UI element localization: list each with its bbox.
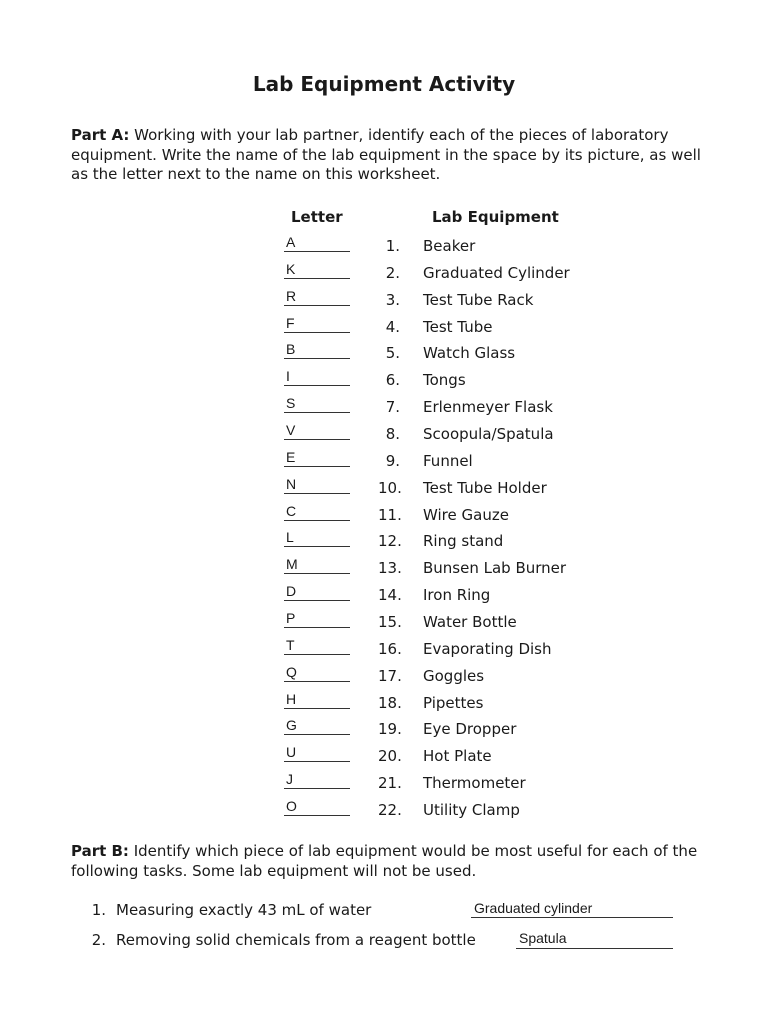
task-item [0, 931, 768, 961]
item-number: 4. [385, 317, 400, 336]
part-b-text: Identify which piece of lab equipment would be most useful for each of the following tasks. Some lab equipment will not be used. [71, 842, 698, 880]
answer-blank-line [284, 305, 350, 306]
task-answer[interactable]: Spatula [519, 930, 567, 946]
item-number: 15. [378, 612, 402, 631]
equipment-name: Funnel [423, 451, 473, 470]
item-number: 12. [378, 532, 402, 551]
answer-blank-line [284, 332, 350, 333]
equipment-name: Thermometer [423, 774, 526, 792]
letter-answer[interactable]: N [286, 475, 297, 492]
equipment-name: Bunsen Lab Burner [423, 559, 567, 578]
equipment-row [0, 477, 768, 504]
answer-blank-line [284, 815, 350, 816]
equipment-name: Scoopula/Spatula [423, 425, 554, 443]
equipment-name: Test Tube [423, 317, 493, 336]
equipment-name: Pipettes [423, 693, 484, 712]
letter-answer[interactable]: P [286, 609, 296, 626]
equipment-row [0, 692, 768, 719]
equipment-name: Test Tube Holder [423, 478, 547, 497]
item-number: 7. [385, 398, 400, 417]
answer-blank-line [284, 681, 350, 682]
equipment-name: Tongs [423, 371, 466, 390]
task-number: 2. [91, 931, 106, 949]
part-a-label: Part A: [71, 126, 130, 144]
equipment-row [0, 584, 768, 611]
answer-blank-line [284, 358, 350, 359]
equipment-name: Water Bottle [423, 612, 517, 631]
task-item [0, 901, 768, 931]
part-a-instructions [71, 126, 711, 185]
answer-blank-line [284, 520, 350, 521]
answer-blank-line [284, 439, 350, 440]
task-number: 1. [91, 901, 106, 919]
item-number: 20. [378, 747, 402, 766]
task-answer[interactable]: Graduated cylinder [474, 900, 593, 916]
answer-line [516, 948, 673, 949]
equipment-row [0, 396, 768, 423]
equipment-name: Evaporating Dish [423, 639, 552, 658]
item-number: 17. [378, 666, 402, 685]
answer-blank-line [284, 412, 350, 413]
letter-answer[interactable]: E [286, 448, 296, 465]
item-number: 9. [385, 451, 400, 470]
answer-blank-line [284, 573, 350, 574]
equipment-name: Erlenmeyer Flask [423, 398, 553, 417]
answer-blank-line [284, 493, 350, 494]
letter-answer[interactable]: L [286, 529, 294, 546]
part-b-instructions [71, 842, 711, 881]
equipment-name: Hot Plate [423, 747, 492, 766]
answer-blank-line [284, 654, 350, 655]
item-number: 16. [378, 639, 402, 658]
part-b-label: Part B: [71, 842, 129, 860]
item-number: 19. [378, 720, 402, 739]
equipment-name: Graduated Cylinder [423, 263, 570, 282]
equipment-row [0, 316, 768, 343]
answer-blank-line [284, 546, 350, 547]
part-a-text: Working with your lab partner, identify each of the pieces of laboratory equipment. Write the name of the lab equipment in the space by its picture, as well as the letter next to the name on this worksheet. [71, 126, 701, 183]
equipment-row [0, 450, 768, 477]
equipment-name: Wire Gauze [423, 505, 509, 524]
equipment-row [0, 611, 768, 638]
answer-blank-line [284, 788, 350, 789]
equipment-name: Beaker [423, 237, 476, 255]
letter-answer[interactable]: T [286, 636, 295, 653]
equipment-name: Test Tube Rack [423, 290, 534, 309]
item-number: 18. [378, 693, 402, 712]
item-number: 2. [385, 263, 400, 282]
letter-answer[interactable]: D [286, 583, 297, 599]
equipment-name: Ring stand [423, 532, 504, 551]
item-number: 3. [385, 290, 400, 309]
equipment-name: Iron Ring [423, 586, 491, 604]
letter-answer[interactable]: R [286, 287, 297, 304]
task-text: Measuring exactly 43 mL of water [116, 901, 372, 919]
equipment-row [0, 799, 768, 826]
letter-answer[interactable]: J [286, 771, 293, 787]
item-number: 6. [385, 371, 400, 390]
letter-answer[interactable]: Q [286, 663, 297, 680]
item-number: 8. [385, 425, 400, 443]
equipment-row [0, 665, 768, 692]
answer-blank-line [284, 627, 350, 628]
equipment-row [0, 423, 768, 450]
letter-answer[interactable]: A [286, 234, 296, 250]
letter-answer[interactable]: I [286, 368, 290, 385]
item-number: 10. [378, 478, 402, 497]
letter-answer[interactable]: C [286, 502, 297, 519]
item-number: 5. [385, 344, 400, 363]
item-number: 1. [385, 237, 400, 255]
item-number: 21. [378, 774, 402, 792]
letter-answer[interactable]: B [286, 341, 296, 358]
letter-answer[interactable]: O [286, 797, 297, 814]
equipment-column-header: Lab Equipment [432, 208, 559, 226]
task-text: Removing solid chemicals from a reagent bottle [116, 931, 476, 949]
equipment-row [0, 369, 768, 396]
letter-answer[interactable]: S [286, 395, 296, 412]
answer-line [471, 917, 673, 918]
letter-answer[interactable]: V [286, 422, 296, 438]
equipment-row [0, 718, 768, 745]
letter-answer[interactable]: K [286, 260, 296, 277]
answer-blank-line [284, 251, 350, 252]
equipment-name: Utility Clamp [423, 800, 520, 819]
answer-blank-line [284, 600, 350, 601]
answer-blank-line [284, 761, 350, 762]
item-number: 22. [378, 800, 402, 819]
letter-answer[interactable]: U [286, 744, 297, 761]
answer-blank-line [284, 278, 350, 279]
equipment-row [0, 745, 768, 772]
answer-blank-line [284, 466, 350, 467]
answer-blank-line [284, 385, 350, 386]
item-number: 13. [378, 559, 402, 578]
item-number: 14. [378, 586, 402, 604]
equipment-name: Watch Glass [423, 344, 516, 363]
equipment-row [0, 235, 768, 262]
item-number: 11. [378, 505, 402, 524]
equipment-row [0, 262, 768, 289]
equipment-name: Eye Dropper [423, 720, 517, 739]
equipment-row [0, 504, 768, 531]
letter-answer[interactable]: M [286, 556, 298, 573]
equipment-row [0, 772, 768, 799]
equipment-name: Goggles [423, 666, 485, 685]
equipment-row [0, 289, 768, 316]
letter-answer[interactable]: G [286, 717, 297, 734]
equipment-row [0, 530, 768, 557]
letter-answer[interactable]: F [286, 314, 295, 331]
letter-column-header: Letter [291, 208, 343, 226]
letter-answer[interactable]: H [286, 690, 297, 707]
answer-blank-line [284, 734, 350, 735]
equipment-row [0, 638, 768, 665]
page-title: Lab Equipment Activity [252, 72, 516, 96]
equipment-row [0, 557, 768, 584]
answer-blank-line [284, 708, 350, 709]
equipment-row [0, 342, 768, 369]
